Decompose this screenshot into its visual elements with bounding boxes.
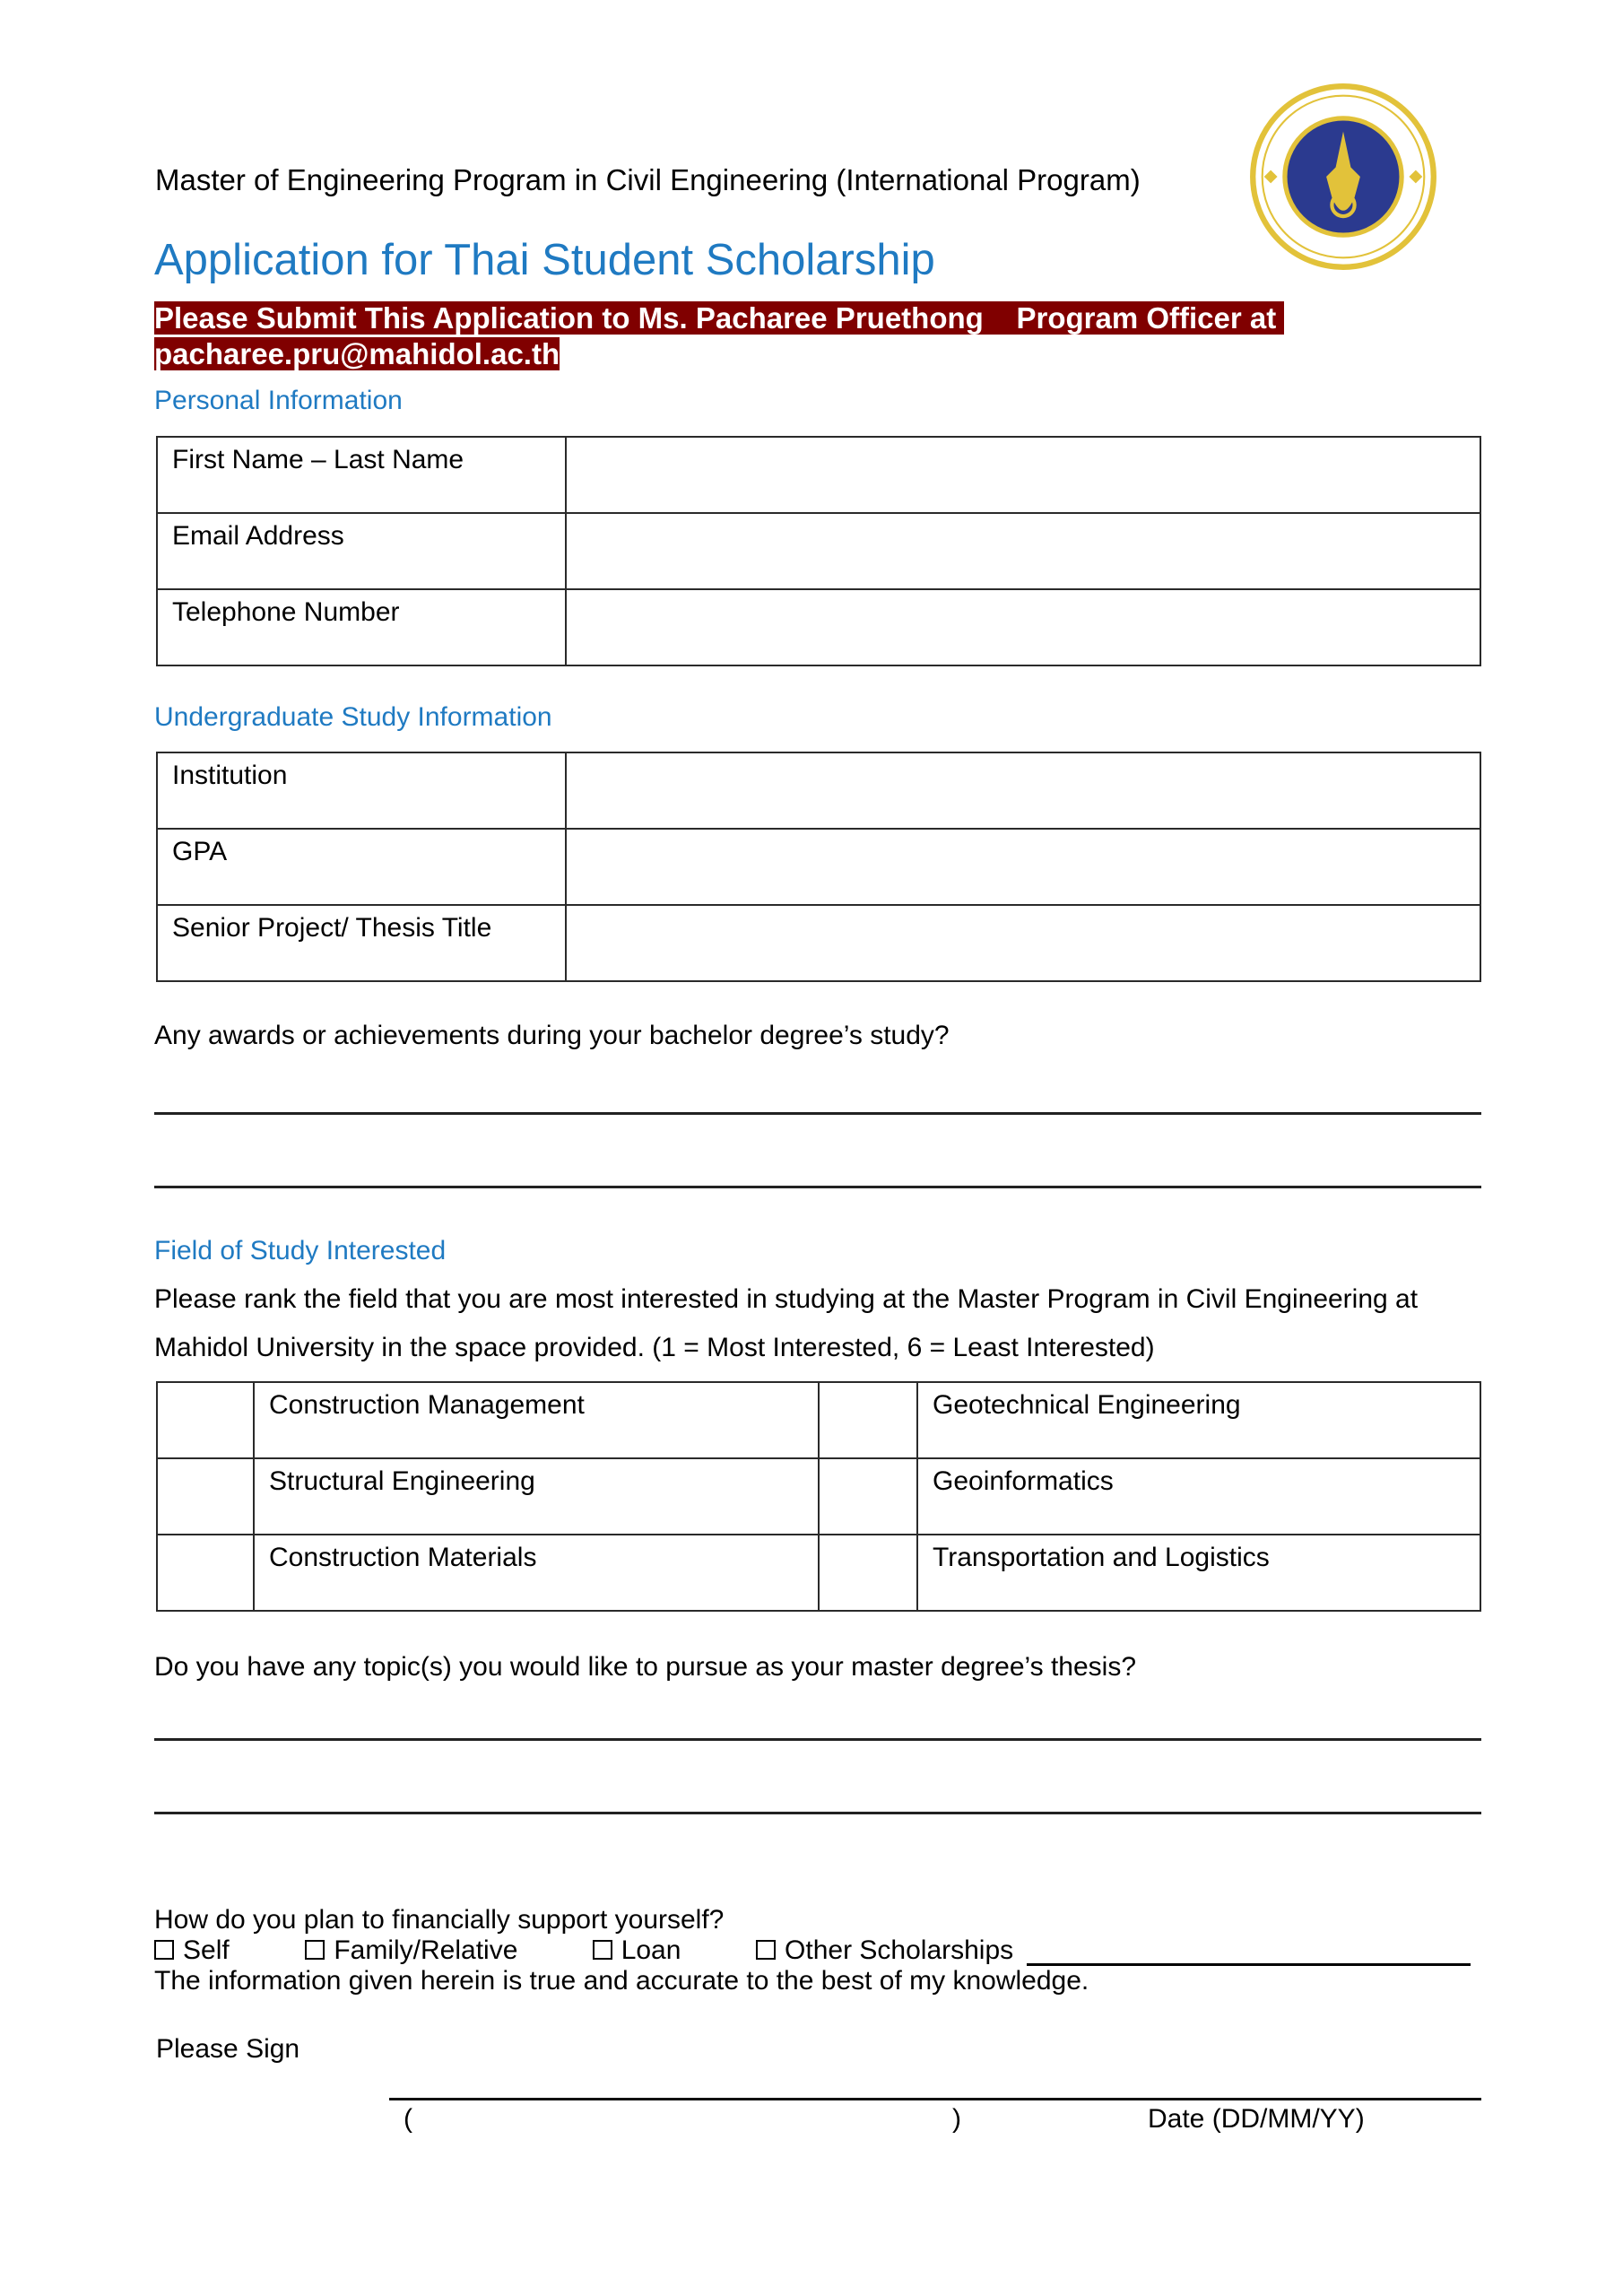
option-label: Loan — [621, 1935, 681, 1965]
table-row — [157, 1535, 1480, 1611]
awards-answer-line-1[interactable] — [154, 1112, 1481, 1115]
form-title: Application for Thai Student Scholarship — [154, 236, 935, 284]
table-row — [157, 1458, 1480, 1535]
option-label: Self — [183, 1935, 230, 1965]
field-label: GPA — [157, 829, 566, 905]
rank-input-construction-management[interactable] — [157, 1382, 254, 1458]
thesis-answer-line-2[interactable] — [154, 1812, 1481, 1814]
rank-input-construction-materials[interactable] — [157, 1535, 254, 1611]
field-label: First Name – Last Name — [157, 437, 566, 513]
submission-banner-text: Please Submit This Application to Ms. Pacharee Pruethong Program Officer at pacharee.pru@mahidol.ac.th — [154, 301, 1285, 370]
awards-answer-line-2[interactable] — [154, 1186, 1481, 1188]
finance-option-other[interactable] — [756, 1935, 1013, 1966]
table-row — [157, 752, 1480, 829]
declaration-text: The information given herein is true and accurate to the best of my knowledge. — [154, 1966, 1089, 1996]
thesis-title-field[interactable] — [566, 905, 1480, 981]
thesis-answer-line-1[interactable] — [154, 1738, 1481, 1741]
name-close-paren: ) — [952, 2104, 961, 2134]
field-instruction-line-1: Please rank the field that you are most interested in studying at the Master Program in Civil Engineering at — [154, 1284, 1419, 1314]
awards-question: Any awards or achievements during your bachelor degree’s study? — [154, 1021, 950, 1050]
field-option: Structural Engineering — [254, 1458, 819, 1535]
table-row — [157, 513, 1480, 589]
field-option: Geoinformatics — [917, 1458, 1480, 1535]
checkbox-icon[interactable] — [593, 1940, 612, 1960]
telephone-field[interactable] — [566, 589, 1480, 665]
field-label: Institution — [157, 752, 566, 829]
other-scholarships-field[interactable] — [1027, 1944, 1471, 1966]
field-label: Telephone Number — [157, 589, 566, 665]
finance-options — [154, 1935, 1471, 1966]
institution-field[interactable] — [566, 752, 1480, 829]
option-label: Other Scholarships — [785, 1935, 1014, 1965]
field-instruction-line-2: Mahidol University in the space provided. (1 = Most Interested, 6 = Least Interested) — [154, 1333, 1155, 1362]
option-label: Family/Relative — [334, 1935, 518, 1965]
checkbox-icon[interactable] — [154, 1940, 174, 1960]
rank-input-geotechnical-engineering[interactable] — [819, 1382, 917, 1458]
checkbox-icon[interactable] — [305, 1940, 325, 1960]
table-row — [157, 437, 1480, 513]
field-option: Construction Management — [254, 1382, 819, 1458]
section-heading-field: Field of Study Interested — [154, 1236, 447, 1265]
signature-line[interactable] — [389, 2098, 1481, 2100]
name-open-paren: ( — [404, 2104, 412, 2134]
date-label: Date (DD/MM/YY) — [1148, 2104, 1365, 2134]
university-logo-icon — [1249, 83, 1437, 271]
table-row — [157, 1382, 1480, 1458]
finance-option-loan[interactable] — [593, 1935, 749, 1966]
field-option: Construction Materials — [254, 1535, 819, 1611]
section-heading-personal: Personal Information — [154, 386, 403, 415]
field-label: Email Address — [157, 513, 566, 589]
personal-info-table — [156, 436, 1481, 666]
field-label: Senior Project/ Thesis Title — [157, 905, 566, 981]
undergrad-info-table — [156, 752, 1481, 982]
thesis-question: Do you have any topic(s) you would like to pursue as your master degree’s thesis? — [154, 1652, 1137, 1682]
program-name: Master of Engineering Program in Civil Engineering (International Program) — [155, 163, 1141, 196]
field-ranking-table — [156, 1381, 1481, 1612]
rank-input-transportation-logistics[interactable] — [819, 1535, 917, 1611]
rank-input-structural-engineering[interactable] — [157, 1458, 254, 1535]
rank-input-geoinformatics[interactable] — [819, 1458, 917, 1535]
section-heading-undergrad: Undergraduate Study Information — [154, 702, 552, 732]
name-field[interactable] — [566, 437, 1480, 513]
field-option: Transportation and Logistics — [917, 1535, 1480, 1611]
table-row — [157, 589, 1480, 665]
table-row — [157, 905, 1480, 981]
finance-option-family[interactable] — [305, 1935, 585, 1966]
sign-label: Please Sign — [156, 2034, 300, 2064]
gpa-field[interactable] — [566, 829, 1480, 905]
finance-option-self[interactable] — [154, 1935, 298, 1966]
finance-question: How do you plan to financially support yourself? — [154, 1905, 725, 1935]
table-row — [157, 829, 1480, 905]
field-option: Geotechnical Engineering — [917, 1382, 1480, 1458]
submission-banner — [154, 300, 1311, 372]
checkbox-icon[interactable] — [756, 1940, 776, 1960]
email-field[interactable] — [566, 513, 1480, 589]
